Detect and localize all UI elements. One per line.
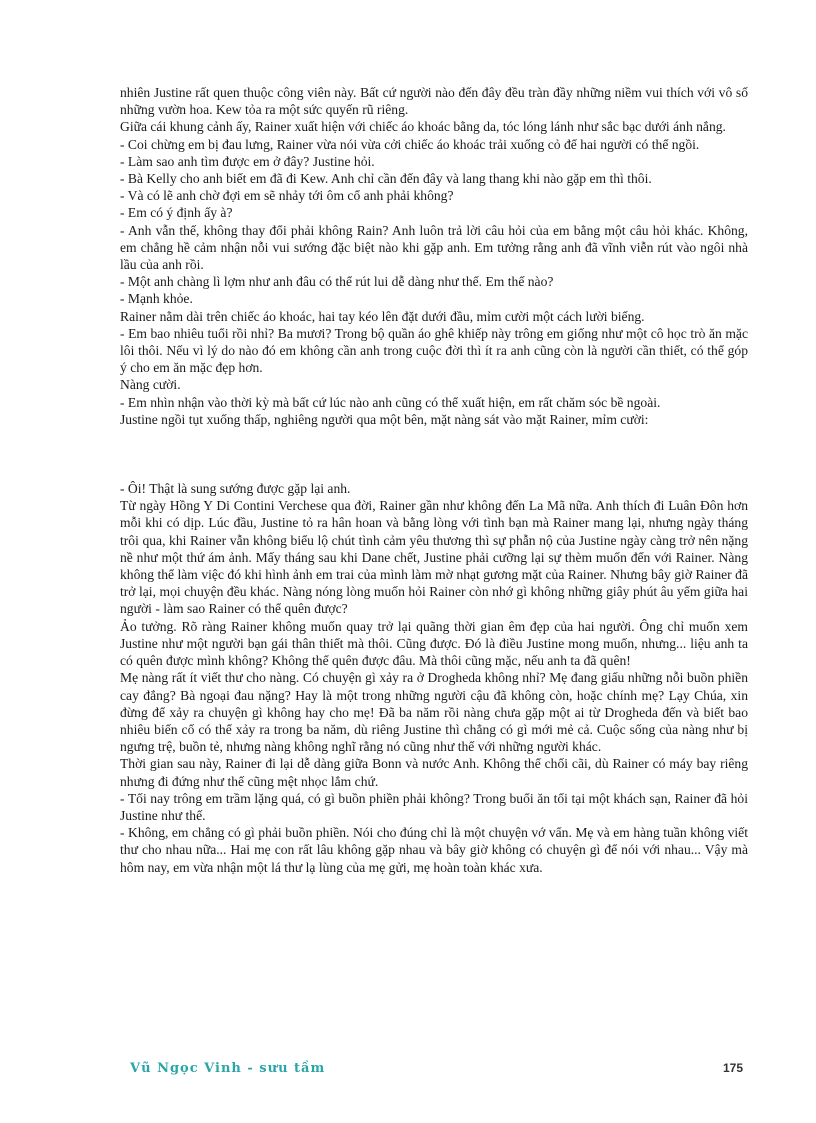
paragraph: Justine ngồi tụt xuống thấp, nghiêng người qua một bên, mặt nàng sát vào mặt Rainer, mỉm cười:	[120, 411, 649, 427]
paragraph: Nàng cười.	[120, 377, 181, 393]
paragraph: - Và có lẽ anh chờ đợi em sẽ nhảy tới ôm cổ anh phải không?	[120, 188, 454, 204]
paragraph: - Em có ý định ấy à?	[120, 205, 233, 221]
paragraph: Rainer nằm dài trên chiếc áo khoác, hai tay kéo lên đặt dưới đầu, mỉm cười một cách lười biếng.	[120, 308, 645, 324]
paragraph: - Mạnh khỏe.	[120, 291, 193, 307]
paragraph: - Một anh chàng lì lợm như anh đâu có thể rút lui dễ dàng như thế. Em thế nào?	[120, 274, 554, 290]
text-section-2	[120, 480, 748, 876]
page-number: 175	[723, 1061, 744, 1075]
footer-credit: Vũ Ngọc Vinh - sưu tầm	[130, 1061, 326, 1076]
body-text	[120, 84, 748, 876]
paragraph: - Ôi! Thật là sung sướng được gặp lại anh.	[120, 481, 351, 497]
paragraph: Giữa cái khung cảnh ấy, Rainer xuất hiện với chiếc áo khoác bằng da, tóc lóng lánh như sắc bạc dưới ánh nắng.	[120, 119, 726, 135]
paragraph: - Em nhìn nhận vào thời kỳ mà bất cứ lúc nào anh cũng có thể xuất hiện, em rất chăm sóc bề ngoài.	[120, 394, 661, 410]
section-gap	[120, 428, 748, 480]
paragraph: Mẹ nàng rất ít viết thư cho nàng. Có chuyện gì xảy ra ở Drogheda không nhỉ? Mẹ đang giấu những nỗi buồn phiền cay đắng? Bà ngoại đau nặng? Hay là một trong những người cậu đã không còn, hoặc chính mẹ? Lạy Chúa, xin đừng để xảy ra chuyện gì không hay cho mẹ! Đã ba năm rồi nàng chưa gặp một ai từ Drogheda đến và biết bao nhiêu biến cố có thể xảy ra trong ba năm, dù riêng Justine thì chẳng có gì mới mẻ cả. Cuộc sống của nàng như bị ngưng trệ, buồn tẻ, nhưng nàng không nghĩ rằng nó cũng như thế với những người khác.	[120, 670, 748, 755]
paragraph: Thời gian sau này, Rainer đi lại dễ dàng giữa Bonn và nước Anh. Không thể chối cãi, dù Rainer có máy bay riêng nhưng đi đứng như thế cũng mệt nhọc lắm chứ.	[120, 756, 748, 789]
paragraph: - Anh vẫn thế, không thay đổi phải không Rain? Anh luôn trả lời câu hỏi của em bằng một câu hỏi khác. Không, em chẳng hề cảm nhận nỗi vui sướng đặc biệt nào khi gặp anh. Em tưởng rằng anh đã vĩnh viễn rút vào ngôi nhà lầu của anh rồi.	[120, 222, 748, 273]
paragraph: - Tối nay trông em trầm lặng quá, có gì buồn phiền phải không? Trong buổi ăn tối tại một khách sạn, Rainer đã hỏi Justine như thế.	[120, 790, 748, 823]
paragraph: nhiên Justine rất quen thuộc công viên này. Bất cứ người nào đến đây đều tràn đầy những niềm vui thích với vô số những vườn hoa. Kew tỏa ra một sức quyến rũ riêng.	[120, 85, 748, 118]
paragraph: Từ ngày Hồng Y Di Contini Verchese qua đời, Rainer gần như không đến La Mã nữa. Anh thích đi Luân Đôn hơn mỗi khi có dịp. Lúc đầu, Justine tỏ ra hân hoan và bằng lòng với tình bạn mà Rainer mang lại, nhưng ngày tháng trôi qua, khi Rainer vẫn không biểu lộ chút tình cảm yêu thương thì sự phẫn nộ của Justine ngày càng trở nên nặng nề như một thứ ám ảnh. Mấy tháng sau khi Dane chết, Justine phải cưỡng lại sự thèm muốn đến với Rainer. Nàng không thể làm việc đó khi hình ảnh em trai của mình làm mờ nhạt gương mặt của Rainer. Nhưng bây giờ Rainer đã trở lại, mọi chuyện đều khác. Nàng nóng lòng muốn hỏi Rainer còn nhớ gì không những giây phút âu yếm giữa hai người - làm sao Rainer có thể quên được?	[120, 498, 748, 617]
paragraph: - Coi chừng em bị đau lưng, Rainer vừa nói vừa cởi chiếc áo khoác trải xuống cỏ để hai người có thể ngồi.	[120, 136, 700, 152]
paragraph: - Em bao nhiêu tuổi rồi nhỉ? Ba mươi? Trong bộ quần áo ghê khiếp này trông em giống như một cô học trò ăn mặc lôi thôi. Nếu vì lý do nào đó em không cần anh trong cuộc đời thì ít ra anh cũng còn là người cần thiết, có thể góp ý cho em ăn mặc đẹp hơn.	[120, 325, 748, 376]
paragraph: Ảo tưởng. Rõ ràng Rainer không muốn quay trở lại quãng thời gian êm đẹp của hai người. Ông chỉ muốn xem Justine như một người bạn gái thân thiết mà thôi. Cũng được. Đó là điều Justine mong muốn, nhưng... liệu anh ta có quên được mình không? Không thể quên được đâu. Mà thôi cũng mặc, nếu anh ta đã quên!	[120, 618, 748, 669]
paragraph: - Làm sao anh tìm được em ở đây? Justine hỏi.	[120, 153, 375, 169]
paragraph: - Bà Kelly cho anh biết em đã đi Kew. Anh chỉ cần đến đây và lang thang khi nào gặp em thì thôi.	[120, 171, 652, 187]
text-section-1	[120, 84, 748, 428]
paragraph: - Không, em chẳng có gì phải buồn phiền. Nói cho đúng chỉ là một chuyện vớ vẩn. Mẹ và em hàng tuần không viết thư cho nhau nữa... Hai mẹ con rất lâu không gặp nhau và bây giờ không có chuyện gì để nói với nhau... Vậy mà hôm nay, em vừa nhận một lá thư lạ lùng của mẹ gửi, mẹ hoàn toàn khác xưa.	[120, 825, 748, 875]
